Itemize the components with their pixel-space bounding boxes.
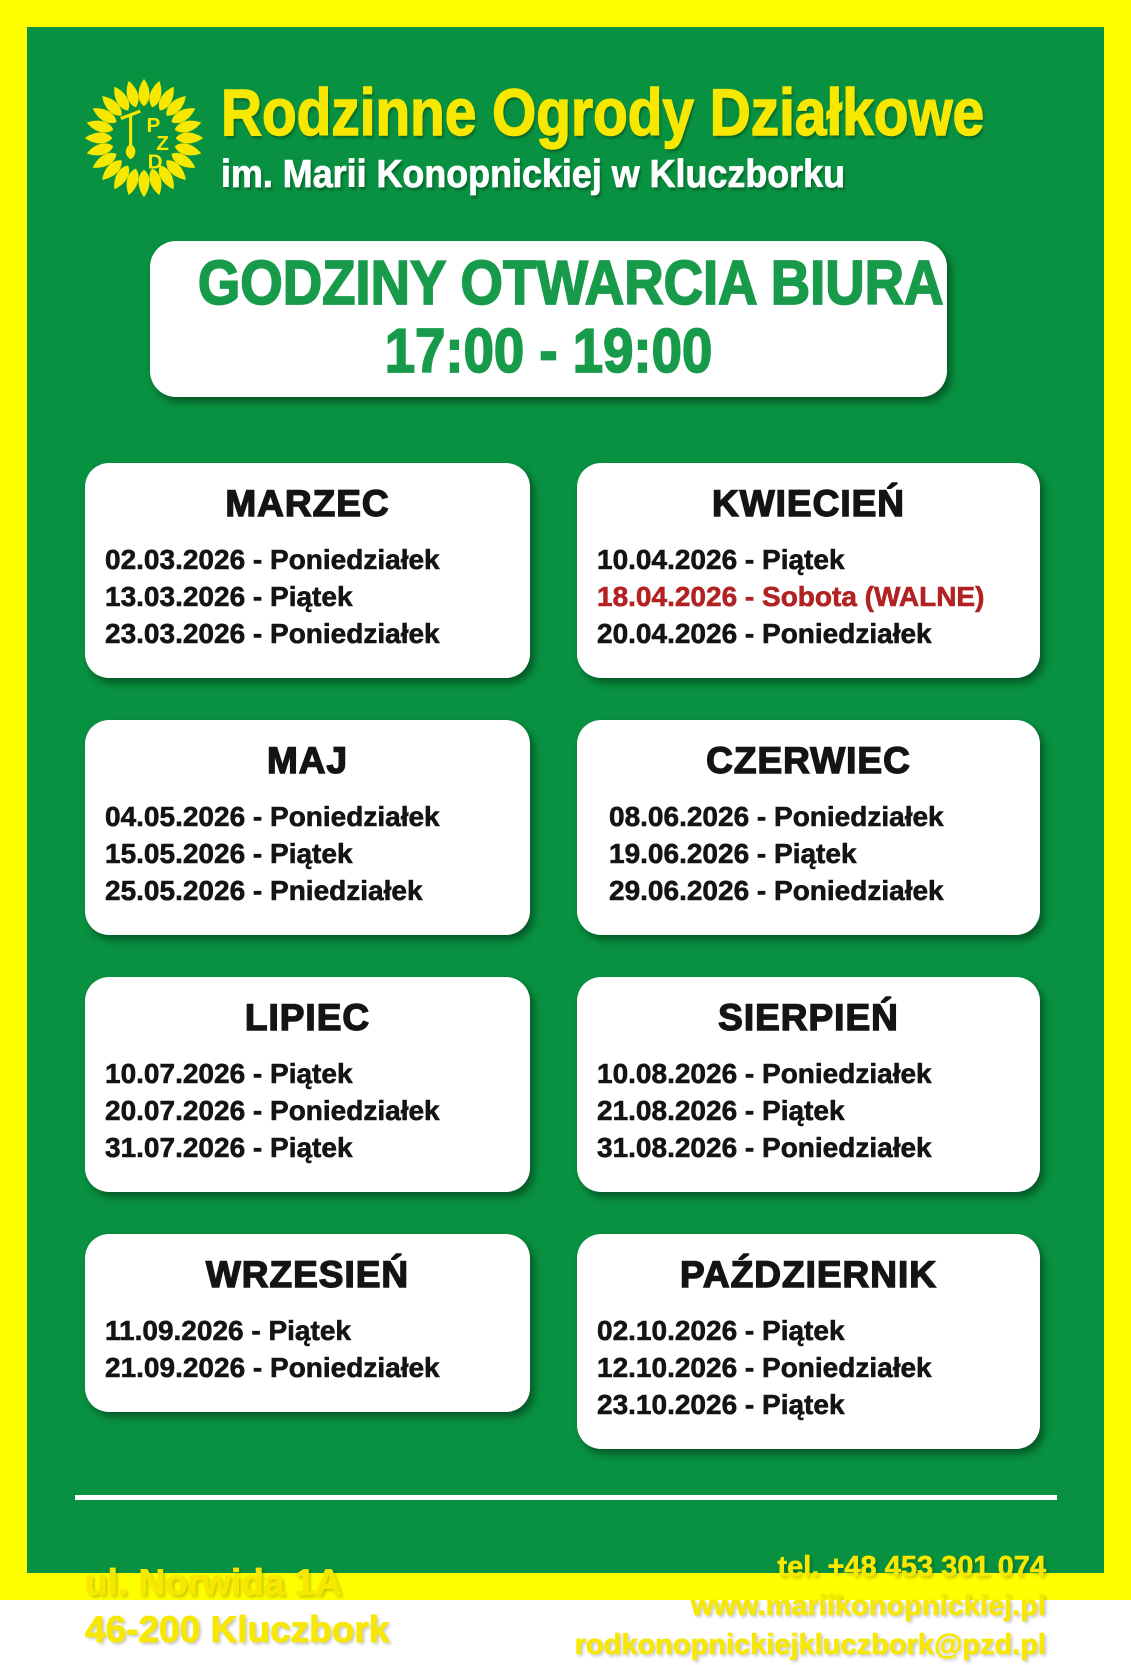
month-title: KWIECIEŃ <box>712 483 905 524</box>
schedule-date: 15.05.2026 - Piątek <box>105 838 353 869</box>
opening-hours-time: 17:00 - 19:00 <box>384 317 713 386</box>
logo-letter-d: D <box>147 150 163 174</box>
contact-block <box>575 1548 1046 1665</box>
month-card-pazdziernik <box>577 1234 1040 1449</box>
month-dates <box>595 1312 1022 1423</box>
month-dates <box>595 798 1022 909</box>
header <box>27 27 1104 199</box>
schedule-date: 04.05.2026 - Poniedziałek <box>105 801 440 832</box>
month-dates <box>103 541 512 652</box>
month-title: SIERPIEŃ <box>718 997 899 1038</box>
schedule-date: 10.07.2026 - Piątek <box>105 1058 353 1089</box>
logo-letter-p: P <box>146 113 161 137</box>
month-dates <box>595 541 1022 652</box>
schedule-date: 21.08.2026 - Piątek <box>597 1095 845 1126</box>
month-title: LIPIEC <box>244 997 371 1038</box>
schedule-date: 12.10.2026 - Poniedziałek <box>597 1352 932 1383</box>
schedule-date: 08.06.2026 - Poniedziałek <box>609 801 944 832</box>
schedule-date: 11.09.2026 - Piątek <box>105 1315 351 1346</box>
email-address: rodkonopnickiejkluczbork@pzd.pl <box>574 1629 1046 1662</box>
month-dates <box>595 1055 1022 1166</box>
schedule-date: 13.03.2026 - Piątek <box>105 581 353 612</box>
schedule-date: 20.07.2026 - Poniedziałek <box>105 1095 440 1126</box>
month-title: CZERWIEC <box>706 740 911 781</box>
month-dates <box>103 798 512 909</box>
header-text <box>221 75 1108 197</box>
schedule-date: 25.05.2026 - Pniedziałek <box>105 875 423 906</box>
month-card-lipiec <box>85 977 530 1192</box>
address-city: 46-200 Kluczbork <box>85 1608 390 1650</box>
schedule-date: 31.07.2026 - Piątek <box>105 1132 353 1163</box>
org-subtitle: im. Marii Konopnickiej w Kluczborku <box>221 153 846 196</box>
opening-hours-title: GODZINY OTWARCIA BIURA <box>197 249 944 318</box>
schedule-date: 20.04.2026 - Poniedziałek <box>597 618 932 649</box>
months-grid <box>85 463 1040 1449</box>
website-url: www.mariikonopnickiej.pl <box>690 1590 1046 1623</box>
logo-letter-z: Z <box>156 132 169 156</box>
phone-number: tel. +48 453 301 074 <box>777 1551 1046 1583</box>
schedule-date-walne: 18.04.2026 - Sobota (WALNE) <box>597 581 985 612</box>
schedule-date: 19.06.2026 - Piątek <box>609 838 857 869</box>
schedule-date: 02.10.2026 - Piątek <box>597 1315 845 1346</box>
month-dates <box>103 1055 512 1166</box>
schedule-date: 23.10.2026 - Piątek <box>597 1389 845 1420</box>
address-street: ul. Norwida 1A <box>85 1562 342 1604</box>
month-card-wrzesien <box>85 1234 530 1412</box>
month-card-sierpien <box>577 977 1040 1192</box>
opening-hours-banner <box>150 241 947 397</box>
pzd-sunflower-logo-icon <box>83 77 205 199</box>
month-card-maj <box>85 720 530 935</box>
schedule-date: 31.08.2026 - Poniedziałek <box>597 1132 932 1163</box>
month-card-kwiecien <box>577 463 1040 678</box>
month-dates <box>103 1312 512 1386</box>
schedule-date: 29.06.2026 - Poniedziałek <box>609 875 944 906</box>
schedule-date: 10.08.2026 - Poniedziałek <box>597 1058 932 1089</box>
address-block <box>85 1560 389 1653</box>
footer <box>27 1500 1104 1665</box>
month-title: WRZESIEŃ <box>205 1254 410 1295</box>
poster-background <box>27 27 1104 1662</box>
month-title: MARZEC <box>225 483 390 524</box>
schedule-date: 10.04.2026 - Piątek <box>597 544 845 575</box>
schedule-date: 23.03.2026 - Poniedziałek <box>105 618 440 649</box>
month-title: PAŹDZIERNIK <box>680 1254 937 1295</box>
shovel-icon <box>121 111 141 145</box>
month-title: MAJ <box>266 740 349 781</box>
month-card-marzec <box>85 463 530 678</box>
schedule-date: 21.09.2026 - Poniedziałek <box>105 1352 440 1383</box>
org-title: Rodzinne Ogrody Działkowe <box>221 75 985 149</box>
month-card-czerwiec <box>577 720 1040 935</box>
schedule-date: 02.03.2026 - Poniedziałek <box>105 544 440 575</box>
